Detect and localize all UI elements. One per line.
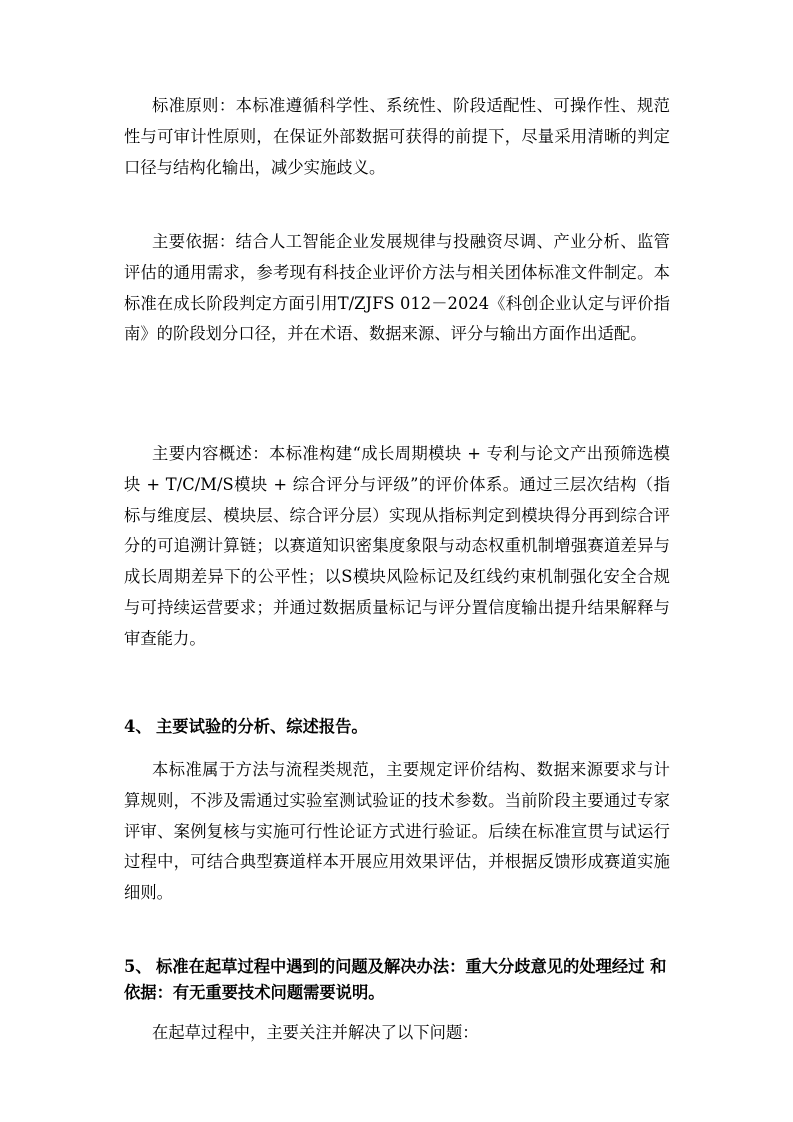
paragraph-content-overview: 主要内容概述：本标准构建“成长周期模块 + 专利与论文产出预筛选模块 + T/C/M/S模块 + 综合评分与评级”的评价体系。通过三层次结构（指标与维度层、模块层、综合评分层）实现从指标判定到模块得分再到综合评分的可追溯计算链；以赛道知识密集度象限与动态权重机制增强赛道差异与成长周期差异下的公平性；以S模块风险标记及红线约束机制强化安全合规与可持续运营要求；并通过数据质量标记与评分置信度输出提升结果解释与审查能力。 [124, 444, 670, 648]
section-number-5: 5、 [124, 957, 152, 976]
section-number-4: 4、 [124, 717, 152, 736]
section-title-5: 标准在起草过程中遇到的问题及解决办法：重大分歧意见的处理经过 和依据：有无重要技术问题需要说明。 [124, 957, 667, 1002]
paragraph-problems-intro: 在起草过程中，主要关注并解决了以下问题： [152, 1023, 479, 1042]
paragraph-main-basis: 主要依据：结合人工智能企业发展规律与投融资尽调、产业分析、监管评估的通用需求，参考现有科技企业评价方法与相关团体标准文件制定。本标准在成长阶段判定方面引用T/ZJFS 012－2024《科创企业认定与评价指南》的阶段划分口径，并在术语、数据来源、评分与输出方面作出适配。 [124, 232, 670, 344]
paragraph-test-report: 本标准属于方法与流程类规范，主要规定评价结构、数据来源要求与计算规则，不涉及需通过实验室测试验证的技术参数。当前阶段主要通过专家评审、案例复核与实施可行性论证方式进行验证。后续在标准宣贯与试运行过程中，可结合典型赛道样本开展应用效果评估，并根据反馈形成赛道实施细则。 [124, 760, 670, 903]
section-heading-5 [124, 954, 672, 1006]
section-title-4: 主要试验的分析、综述报告。 [156, 717, 368, 736]
section-heading-4 [124, 714, 672, 740]
paragraph-standard-principle: 标准原则：本标准遵循科学性、系统性、阶段适配性、可操作性、规范性与可审计性原则，在保证外部数据可获得的前提下，尽量采用清晰的判定口径与结构化输出，减少实施歧义。 [124, 96, 670, 177]
